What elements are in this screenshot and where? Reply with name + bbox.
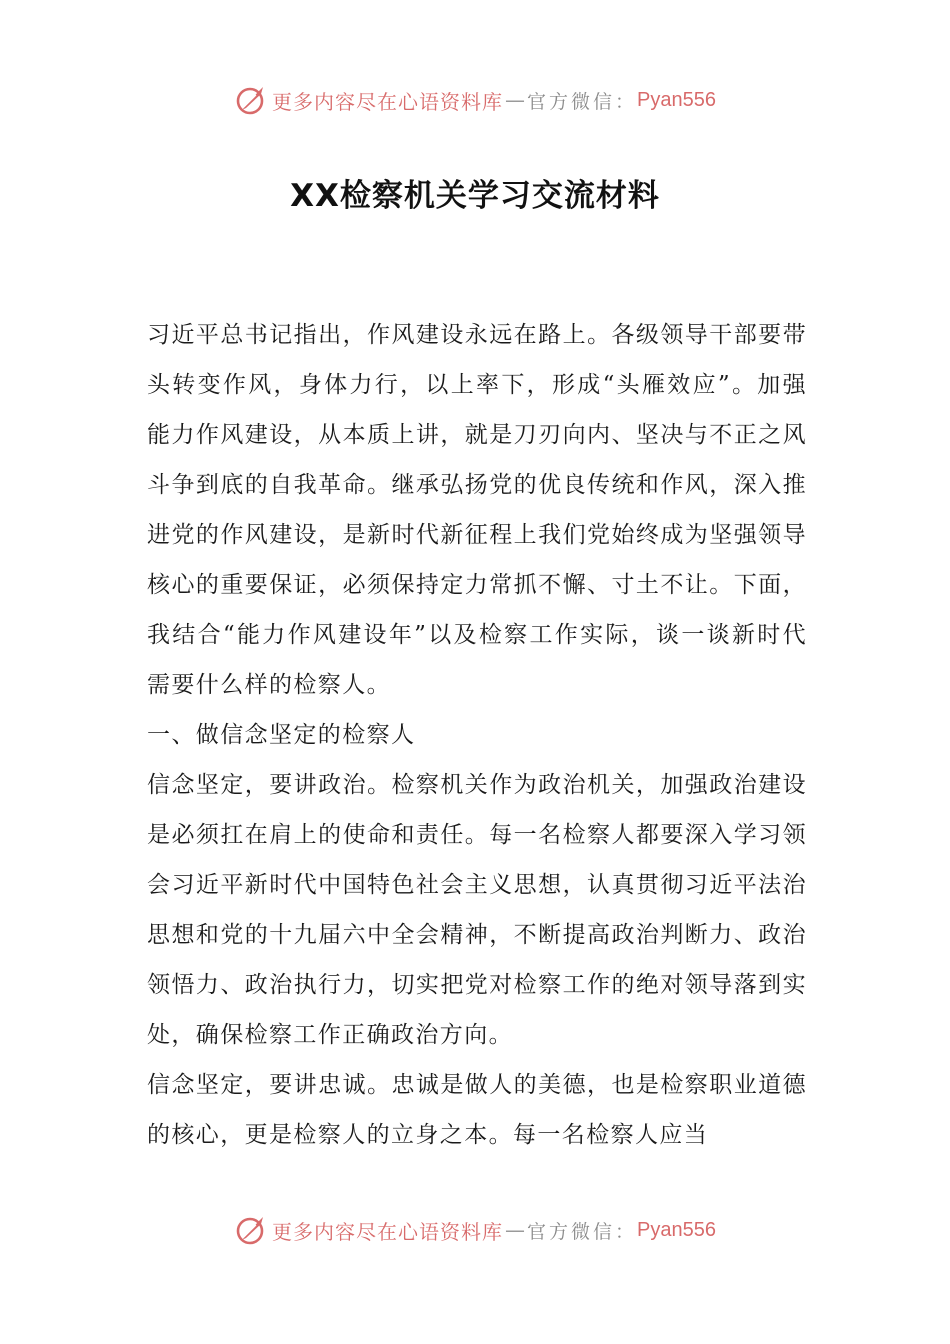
- document-title: XX检察机关学习交流材料: [290, 178, 660, 214]
- banner-text: 更多内容尽在心语资料库: [272, 1219, 503, 1244]
- quill-pen-circle-icon: [234, 1213, 268, 1247]
- banner-label: 官方微信：: [527, 1220, 638, 1243]
- banner-separator: —: [505, 1218, 525, 1242]
- body-paragraph: 习近平总书记指出，作风建设永远在路上。各级领导干部要带头转变作风，身体力行，以上率下，形成“头雁效应”。加强能力作风建设，从本质上讲，就是刀刃向内、坚决与不正之风斗争到底的自我革命。继承弘扬党的优良传统和作风，深入推进党的作风建设，是新时代新征程上我们党始终成为坚强领导核心的重要保证，必须保持定力常抓不懈、寸土不让。下面，我结合“能力作风建设年”以及检察工作实际，谈一谈新时代需要什么样的检察人。: [147, 322, 807, 698]
- banner-text: 更多内容尽在心语资料库: [272, 89, 503, 114]
- banner-label: 官方微信：: [527, 90, 638, 113]
- body-paragraph: 信念坚定，要讲政治。检察机关作为政治机关，加强政治建设是必须扛在肩上的使命和责任。每一名检察人都要深入学习领会习近平新时代中国特色社会主义思想，认真贯彻习近平法治思想和党的十九届六中全会精神，不断提高政治判断力、政治领悟力、政治执行力，切实把党对检察工作的绝对领导落到实处，确保检察工作正确政治方向。: [147, 772, 807, 1048]
- document-body: [147, 310, 807, 1160]
- footer-watermark-banner: [0, 1210, 950, 1250]
- banner-id: Pyan556: [637, 1218, 716, 1241]
- quill-pen-circle-icon: [234, 83, 268, 117]
- body-paragraph: 信念坚定，要讲忠诚。忠诚是做人的美德，也是检察职业道德的核心，更是检察人的立身之本。每一名检察人应当: [147, 1072, 807, 1148]
- header-watermark-banner: [0, 80, 950, 120]
- banner-id: Pyan556: [637, 88, 716, 111]
- section-heading: 一、做信念坚定的检察人: [147, 722, 416, 748]
- banner-separator: —: [505, 88, 525, 112]
